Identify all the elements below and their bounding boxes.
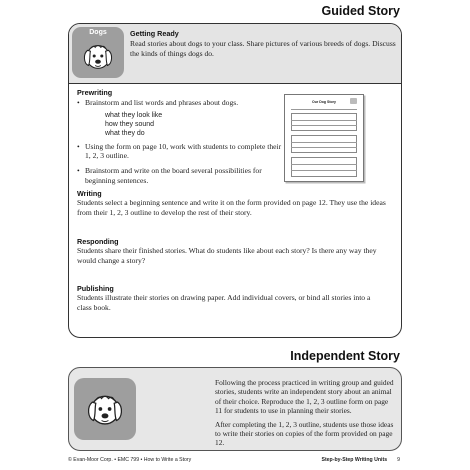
prewriting-bullet-1: • Brainstorm and list words and phrases about dogs. — [77, 98, 239, 107]
getting-ready-heading: Getting Ready — [130, 29, 179, 38]
dog-icon-box — [74, 378, 136, 440]
independent-story-card — [68, 367, 402, 451]
list-item: how they sound — [105, 120, 155, 128]
independent-para-1: Following the process practiced in writing group and guided stories, students write an independent story about an animal of their choice. Reproduce the 1, 2, 3 outline form on page 11 for students to use in planning their stories. — [215, 378, 394, 416]
dogs-label-box — [72, 27, 124, 78]
responding-section — [77, 237, 387, 265]
dogs-label: Dogs — [89, 29, 107, 36]
getting-ready-section — [130, 29, 396, 58]
form-thumbnail — [284, 94, 364, 182]
guided-story-card — [68, 23, 402, 338]
independent-para-2: After completing the 1, 2, 3 outline, students use those ideas to write their stories on copies of the form provided on page 12. — [215, 419, 394, 448]
page-number: 9 — [397, 457, 400, 463]
writing-heading: Writing — [77, 189, 102, 198]
footer-copyright: © Evan-Moor Corp. • EMC 799 • How to Write a Story — [68, 457, 192, 463]
prewriting-section — [77, 88, 282, 186]
prewriting-heading: Prewriting — [77, 88, 113, 97]
prewriting-bullet-3: • Brainstorm and write on the board several possibilities for beginning sentences. — [77, 166, 262, 185]
prewriting-bullet-2: • Using the form on page 10, work with students to complete their 1, 2, 3 outline. — [77, 141, 282, 161]
responding-text: Students share their finished stories. What do students like about each story? Is there any way they would change a story? — [77, 246, 377, 265]
publishing-section — [77, 284, 387, 312]
writing-section — [77, 189, 387, 217]
publishing-heading: Publishing — [77, 284, 114, 293]
dog-face-icon — [82, 386, 128, 432]
responding-heading: Responding — [77, 237, 119, 246]
footer-right — [321, 457, 400, 463]
publishing-text: Students illustrate their stories on drawing paper. Add individual covers, or bind all stories into a class book. — [77, 293, 371, 312]
brainstorm-list — [77, 111, 282, 138]
independent-story-text — [215, 378, 395, 448]
list-item: what they look like — [105, 111, 163, 119]
getting-ready-band — [69, 24, 401, 84]
getting-ready-text: Read stories about dogs to your class. Share pictures of various breeds of dogs. Discuss the kinds of things dogs do. — [130, 39, 396, 58]
list-item: what they do — [105, 129, 145, 137]
independent-story-title: Independent Story — [290, 349, 400, 363]
dog-face-icon — [79, 37, 117, 75]
form-thumbnail-title: Our Dog Story — [312, 100, 336, 104]
guided-story-title: Guided Story — [321, 4, 400, 18]
footer-series: Step-by-Step Writing Units — [321, 457, 388, 463]
writing-text: Students select a beginning sentence and write it on the form provided on page 12. They use the ideas from their 1, 2, 3 outline to develop the rest of their story. — [77, 198, 386, 217]
